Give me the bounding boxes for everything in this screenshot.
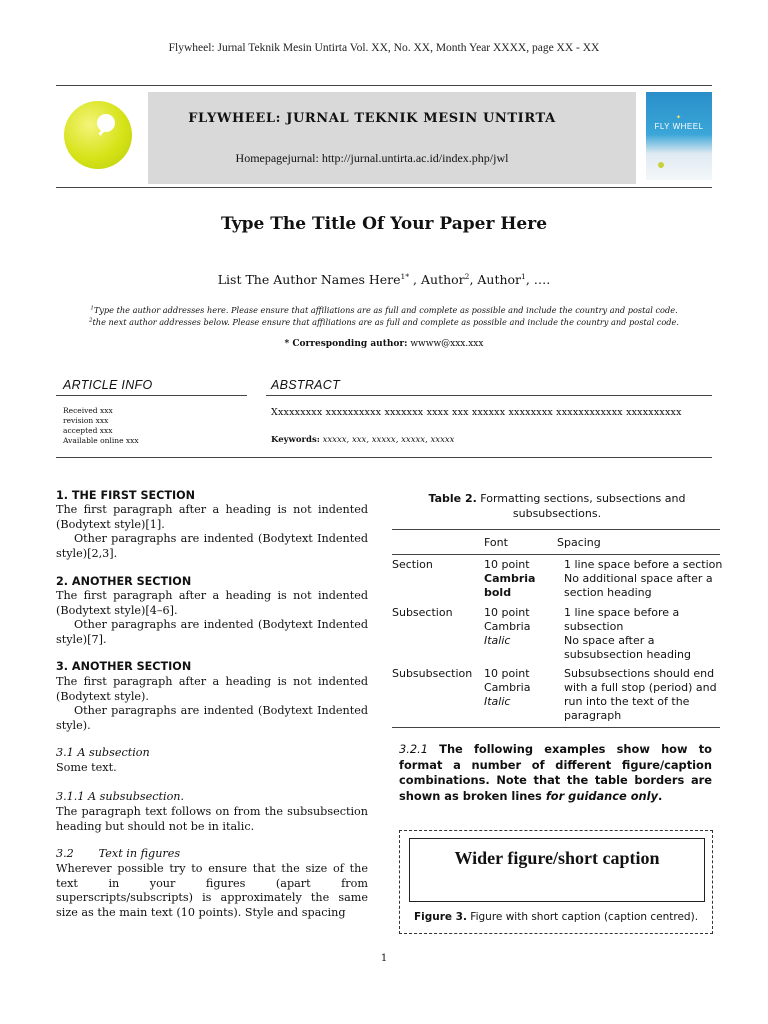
page-number: 1 (380, 953, 388, 964)
subsection-spacing-line-4: subsubsection heading (564, 648, 691, 661)
affiliation-2-sup: 2 (89, 317, 93, 324)
journal-homepage: Homepagejurnal: http://jurnal.untirta.ac.id/index.php/jwl (235, 151, 509, 165)
subsection-3-2-heading: 3.2 Text in figures (56, 847, 181, 860)
section-2-body (56, 589, 368, 647)
table-top-rule (392, 529, 720, 530)
subsection-font-size: 10 point (484, 606, 530, 619)
subsubsection-spacing-line-2: with a full stop (period) and (564, 681, 717, 694)
cover-dot (658, 162, 664, 168)
affiliation-2 (60, 317, 708, 327)
journal-cover-image (646, 92, 712, 180)
section-2-heading: 2. ANOTHER SECTION (56, 575, 192, 588)
example-end: . (658, 788, 663, 803)
abstract-rule (266, 395, 712, 396)
running-header: Flywheel: Jurnal Teknik Mesin Untirta Vol. XX, No. XX, Month Year XXXX, page XX - XX (168, 42, 600, 54)
subsubsection-3-1-1-text: The paragraph text follows on from the subsubsection heading but should not be in italic. (56, 805, 368, 833)
header-rule (56, 85, 712, 86)
keywords (271, 435, 454, 445)
section-3-heading: 3. ANOTHER SECTION (56, 660, 192, 673)
corresponding-author (0, 339, 768, 349)
table-row-section-spacing (564, 558, 722, 600)
table-header-rule (392, 554, 720, 555)
section-font-face: Cambria (484, 572, 536, 585)
table-bottom-rule (392, 727, 720, 728)
section-3-body (56, 675, 368, 733)
subsection-3-1-heading: 3.1 A subsection (56, 746, 150, 759)
affiliation-1-sup: 1 (90, 305, 94, 312)
subsection-3-2-text: Wherever possible try to ensure that the size of the text in your figures (apart from superscripts/subscripts) is approximately the same size as the main text (10 points). Style and spacing (56, 862, 368, 919)
cover-star-icon: ✦ (676, 114, 682, 121)
author-3: , Author (469, 272, 522, 288)
section-1-para-1: The first paragraph after a heading is not indented (Bodytext style)[1]. (56, 503, 368, 531)
example-italic: for guidance only (545, 788, 659, 803)
abstract-heading: ABSTRACT (271, 378, 341, 392)
subsection-spacing-line-2: subsection (564, 620, 624, 633)
author-tail: , …. (525, 272, 551, 288)
online-date: Available online xxx (63, 436, 139, 445)
author-1-sup: 1* (400, 272, 410, 281)
subsection-font-face: Cambria (484, 620, 531, 633)
table-row-section-font (484, 558, 535, 600)
author-2: , Author (409, 272, 465, 288)
table-row-subsubsection-name: Subsubsection (392, 667, 473, 680)
example-number: 3.2.1 (399, 742, 428, 756)
table-2-caption-text: Formatting sections, subsections and subsubsections. (476, 492, 686, 520)
table-header-font: Font (484, 536, 508, 549)
table-2-caption (392, 491, 722, 521)
revision-date: revision xxx (63, 416, 109, 425)
section-2-para-2: Other paragraphs are indented (Bodytext Indented style)[7]. (56, 618, 368, 646)
affiliation-1 (60, 305, 708, 315)
figure-3-caption (399, 911, 713, 923)
section-3-para-1: The first paragraph after a heading is not indented (Bodytext style). (56, 675, 368, 703)
figure-3-caption-text: Figure with short caption (caption centred). (466, 911, 699, 923)
table-row-subsection-name: Subsection (392, 606, 453, 619)
author-1: List The Author Names Here (217, 272, 401, 288)
received-date: Received xxx (63, 406, 113, 415)
subsection-spacing-line-1: 1 line space before a (564, 606, 680, 619)
abstract-bottom-rule (56, 457, 712, 458)
table-header-spacing: Spacing (557, 536, 601, 549)
cover-title: FLY WHEEL (654, 122, 704, 131)
section-3-para-2: Other paragraphs are indented (Bodytext Indented style). (56, 704, 368, 732)
keywords-label: Keywords: (271, 435, 320, 445)
subsubsection-spacing-line-1: Subsubsections should end (564, 667, 715, 680)
figure-examples-paragraph (399, 742, 712, 804)
article-info-heading: ARTICLE INFO (63, 378, 153, 392)
accepted-date: accepted xxx (63, 426, 113, 435)
example-text: The following examples show how to format a number of different figure/caption combinations. Note that the table borders are shown as broken lines (399, 742, 712, 803)
subsubsection-font-size: 10 point (484, 667, 530, 680)
section-spacing-line-2: No additional space after a (564, 572, 713, 585)
table-2-label: Table 2. (428, 492, 477, 505)
affiliation-2-text: the next author addresses below. Please ensure that affiliations are as full and complete as possible and include the country and postal code. (92, 317, 679, 327)
figure-3-label: Figure 3. (413, 911, 467, 923)
table-row-subsubsection-font (484, 667, 530, 709)
subsubsection-font-face: Cambria (484, 681, 531, 694)
subsubsection-spacing-line-3: run into the text of the (564, 695, 690, 708)
banner-rule (56, 187, 712, 188)
subsubsection-3-1-1-heading: 3.1.1 A subsubsection. (56, 790, 185, 803)
paper-title: Type The Title Of Your Paper Here (220, 214, 548, 234)
author-list (0, 272, 768, 287)
section-spacing-line-3: section heading (564, 586, 652, 599)
article-info-list (63, 406, 139, 446)
section-1-body (56, 503, 368, 561)
corresponding-email: wwww@xxx.xxx (407, 339, 484, 349)
section-spacing-line-1: 1 line space before a section (564, 558, 723, 571)
subsubsection-font-style: Italic (484, 695, 511, 708)
abstract-text: Xxxxxxxxx xxxxxxxxxx xxxxxxx xxxx xxx xxxxxx xxxxxxxx xxxxxxxxxxxx xxxxxxxxxx (271, 407, 682, 418)
section-1-para-2: Other paragraphs are indented (Bodytext Indented style)[2,3]. (56, 532, 368, 560)
table-row-subsection-spacing (564, 606, 691, 662)
subsubsection-spacing-line-4: paragraph (564, 709, 622, 722)
table-row-subsection-font (484, 606, 530, 648)
corresponding-label: * Corresponding author: (284, 339, 408, 349)
section-1-heading: 1. THE FIRST SECTION (56, 489, 196, 502)
article-info-rule (56, 395, 247, 396)
author-3-sup: 1 (521, 272, 526, 281)
journal-logo (64, 101, 132, 169)
affiliation-1-text: Type the author addresses here. Please ensure that affiliations are as full and complete as possible and include the country and postal code. (93, 305, 678, 315)
journal-banner (148, 92, 636, 184)
author-2-sup: 2 (464, 272, 470, 281)
section-2-para-1: The first paragraph after a heading is not indented (Bodytext style)[4–6]. (56, 589, 368, 617)
table-row-subsubsection-spacing (564, 667, 717, 723)
subsection-font-style: Italic (484, 634, 511, 647)
section-font-style: bold (484, 586, 512, 599)
subsection-3-1-text: Some text. (56, 761, 117, 774)
journal-name: FLYWHEEL: JURNAL TEKNIK MESIN UNTIRTA (188, 111, 556, 126)
section-font-size: 10 point (484, 558, 530, 571)
table-row-section-name: Section (392, 558, 433, 571)
keywords-value: xxxxx, xxx, xxxxx, xxxxx, xxxxx (319, 435, 455, 445)
figure-3-placeholder: Wider figure/short caption (454, 848, 660, 868)
subsection-spacing-line-3: No space after a (564, 634, 655, 647)
